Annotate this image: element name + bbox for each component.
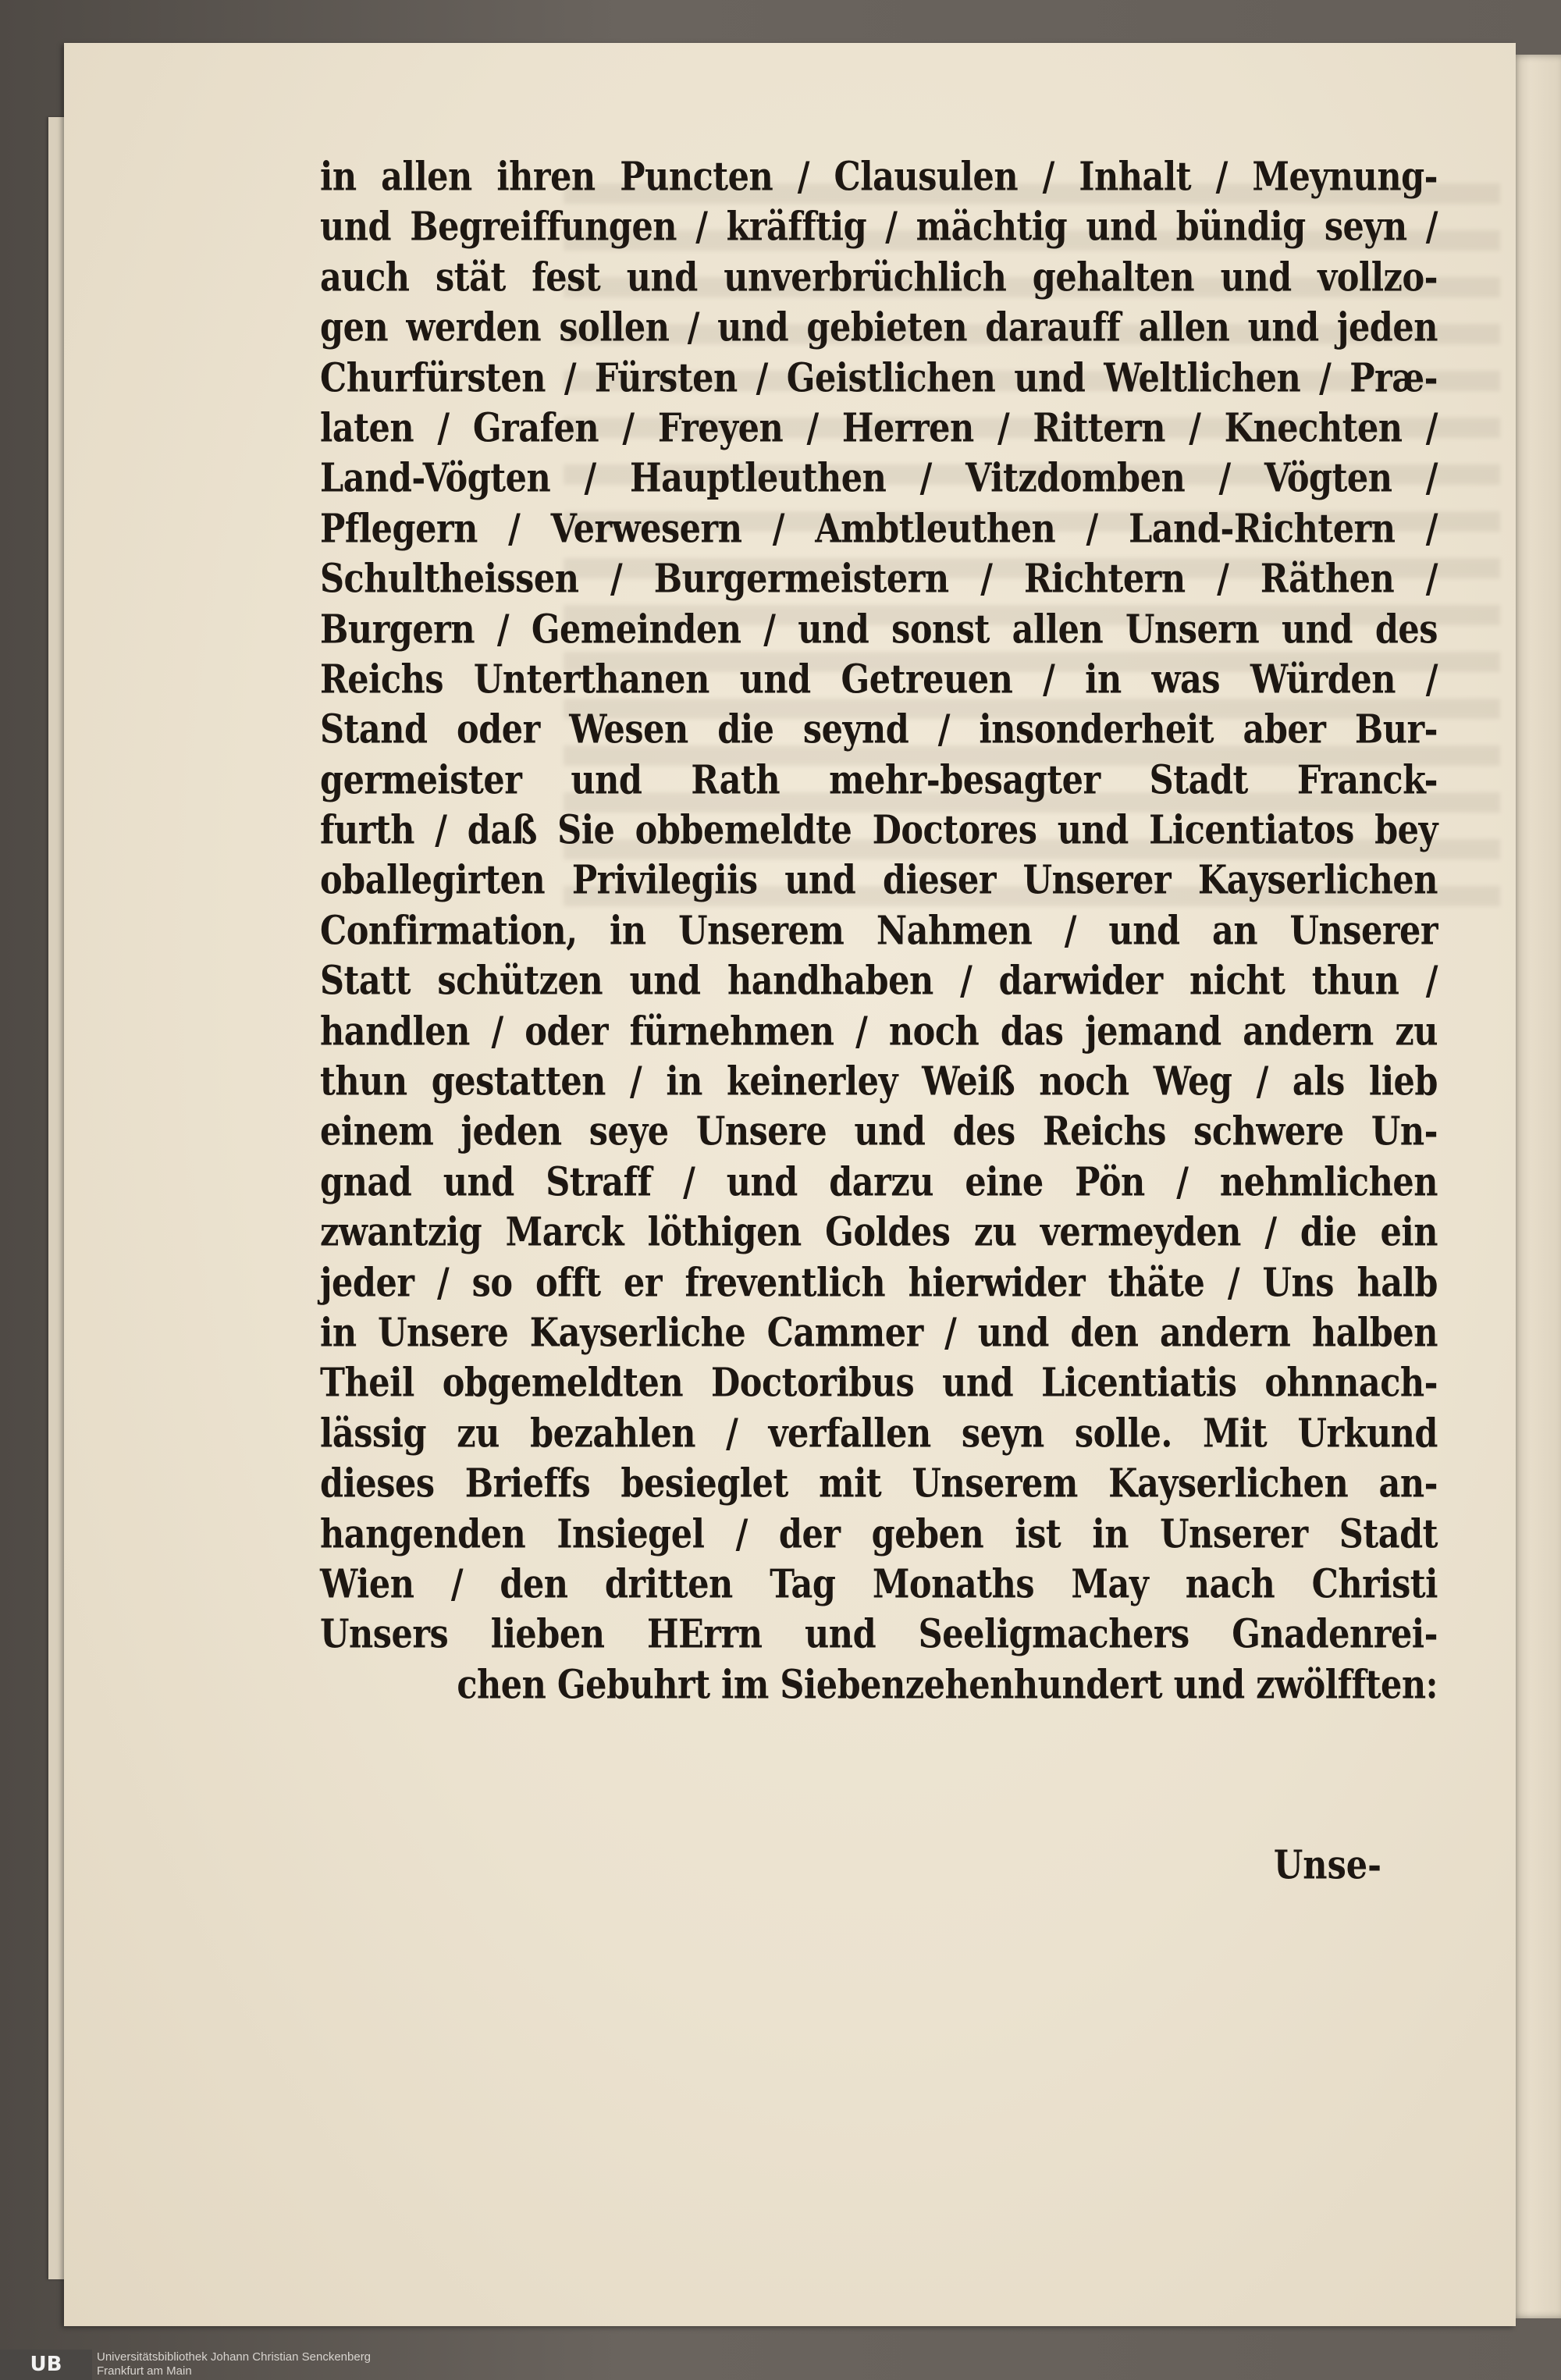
catchword: Unse- [1273, 1842, 1381, 1889]
text-line-7: Land-Vögten / Hauptleuthen / Vitzdomben / Vögten / [320, 455, 1438, 502]
text-line-5: Churfürsten / Fürsten / Geistlichen und Weltlichen / Præ- [320, 355, 1438, 402]
text-line-10: Burgern / Gemeinden / und sonst allen Unsern und des [320, 606, 1438, 653]
text-line-27: dieses Brieffs besieglet mit Unserem Kayserlichen an- [320, 1460, 1438, 1507]
text-line-3: auch stät fest und unverbrüchlich gehalten und vollzo- [320, 254, 1438, 301]
library-location: Frankfurt am Main [97, 2364, 192, 2378]
text-line-30: Unsers lieben HErrn und Seeligmachers Gnadenrei- [320, 1611, 1438, 1658]
text-line-29: Wien / den dritten Tag Monaths May nach Christi [320, 1561, 1438, 1608]
text-line-15: oballegirten Privilegiis und dieser Unserer Kayserlichen [320, 857, 1438, 904]
text-line-26: lässig zu bezahlen / verfallen seyn solle. Mit Urkund [320, 1411, 1438, 1457]
text-line-17: Statt schützen und handhaben / darwider nicht thun / [320, 958, 1438, 1005]
adjacent-page-edge [1510, 55, 1561, 2318]
text-line-28: hangenden Insiegel / der geben ist in Unserer Stadt [320, 1511, 1438, 1558]
text-line-4: gen werden sollen / und gebieten darauff allen und jeden [320, 304, 1438, 351]
text-line-14: furth / daß Sie obbemeldte Doctores und Licentiatos bey [320, 807, 1438, 854]
text-line-9: Schultheissen / Burgermeistern / Richtern / Räthen / [320, 556, 1438, 603]
text-line-2: und Begreiffungen / kräfftig / mächtig und bündig seyn / [320, 204, 1438, 251]
text-line-1: in allen ihren Puncten / Clausulen / Inhalt / Meynung- [320, 154, 1438, 201]
text-line-13: germeister und Rath mehr-besagter Stadt Franck- [320, 757, 1438, 804]
text-line-12: Stand oder Wesen die seynd / insonderheit aber Bur- [320, 706, 1438, 753]
text-line-24: in Unsere Kayserliche Cammer / und den andern halben [320, 1310, 1438, 1357]
text-line-11: Reichs Unterthanen und Getreuen / in was Würden / [320, 656, 1438, 703]
text-line-31: chen Gebuhrt im Siebenzehenhundert und zwölfften: [457, 1662, 1438, 1709]
text-line-23: jeder / so offt er freventlich hierwider thäte / Uns halb [320, 1260, 1438, 1307]
text-line-6: laten / Grafen / Freyen / Herren / Rittern / Knechten / [320, 405, 1438, 452]
library-logo: UB [0, 2350, 92, 2380]
body-text [320, 152, 1438, 1710]
text-line-16: Confirmation, in Unserem Nahmen / und an Unserer [320, 908, 1438, 955]
text-line-18: handlen / oder fürnehmen / noch das jemand andern zu [320, 1009, 1438, 1055]
text-line-22: zwantzig Marck löthigen Goldes zu vermeyden / die ein [320, 1209, 1438, 1256]
library-name: Universitätsbibliothek Johann Christian Senckenberg [97, 2350, 372, 2364]
library-credit [97, 2350, 371, 2378]
text-line-25: Theil obgemeldten Doctoribus und Licentiatis ohnnach- [320, 1360, 1438, 1407]
text-line-19: thun gestatten / in keinerley Weiß noch Weg / als lieb [320, 1058, 1438, 1105]
text-line-20: einem jeden seye Unsere und des Reichs schwere Un- [320, 1108, 1438, 1155]
text-line-8: Pflegern / Verwesern / Ambtleuthen / Land-Richtern / [320, 506, 1438, 553]
text-line-21: gnad und Straff / und darzu eine Pön / nehmlichen [320, 1159, 1438, 1206]
